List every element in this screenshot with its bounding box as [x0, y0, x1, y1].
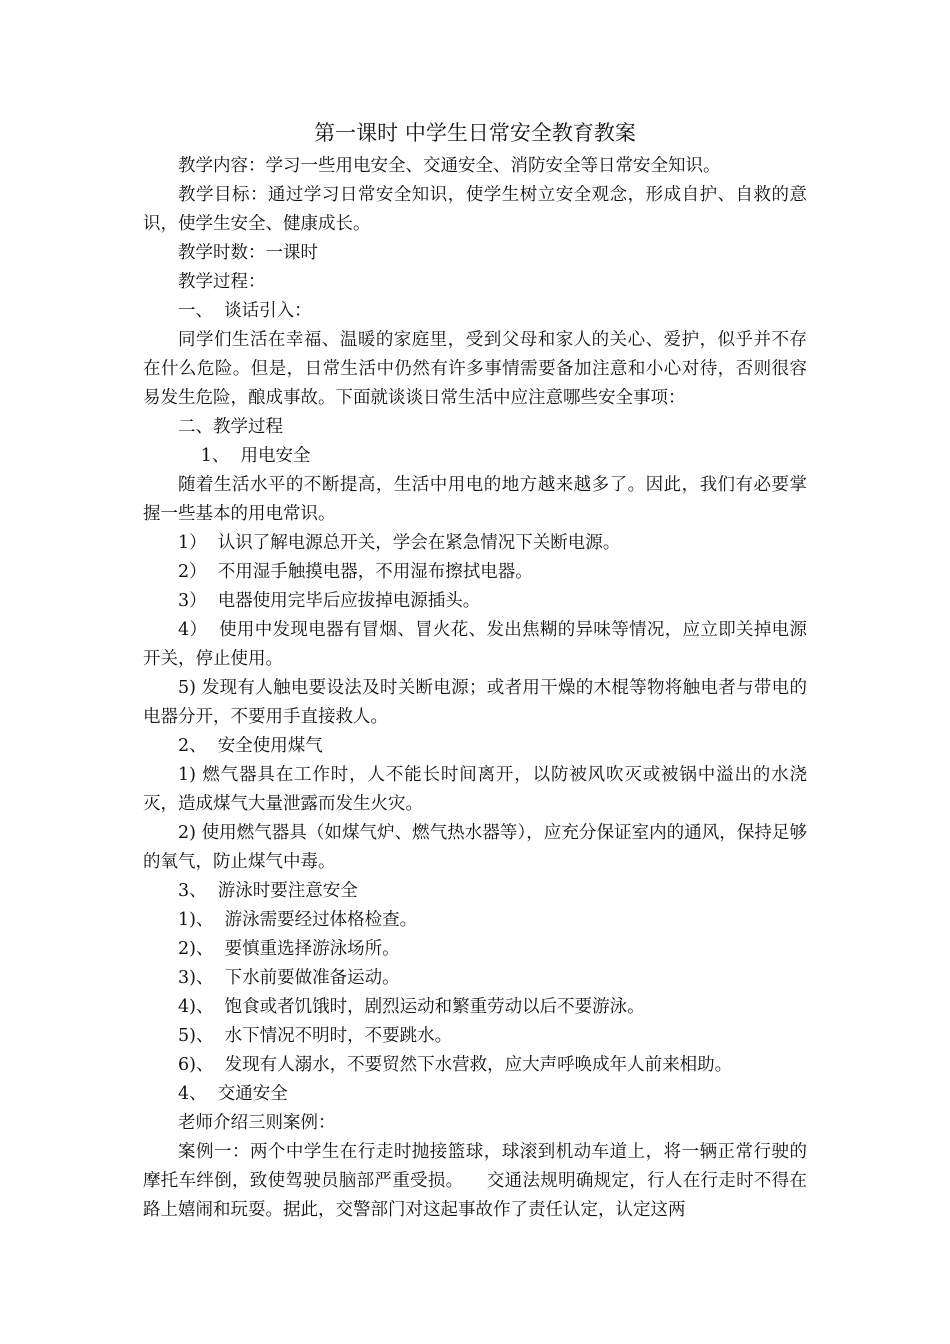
teaching-content: 教学内容：学习一些用电安全、交通安全、消防安全等日常安全知识。	[178, 156, 721, 176]
subheading-traffic: 4、 交通安全	[178, 1084, 288, 1104]
subheading-swimming: 3、 游泳时要注意安全	[178, 881, 358, 901]
subheading-gas: 2、 安全使用煤气	[178, 736, 323, 756]
electricity-item-3: 3） 电器使用完毕后应拔掉电源插头。	[178, 591, 481, 611]
swimming-item-2: 2)、 要慎重选择游泳场所。	[178, 939, 400, 959]
intro-paragraph: 同学们生活在幸福、温暖的家庭里，受到父母和家人的关心、爱护，似乎并不存在什么危险。但是，日常生活中仍然有许多事情需要备加注意和小心对待，否则很容易发生危险，酿成事故。下面就谈谈日常生活中应注意哪些安全事项：	[143, 330, 807, 408]
gas-item-2: 2) 使用燃气器具（如煤气炉、燃气热水器等），应充分保证室内的通风，保持足够的氧气，防止煤气中毒。	[143, 823, 807, 872]
subheading-electricity: 1、 用电安全	[200, 446, 311, 466]
electricity-item-4: 4） 使用中发现电器有冒烟、冒火花、发出焦糊的异味等情况，应立即关掉电源开关，停止使用。	[143, 620, 807, 669]
gas-item-1: 1) 燃气器具在工作时，人不能长时间离开，以防被风吹灭或被锅中溢出的水浇灭，造成煤气大量泄露而发生火灾。	[143, 765, 807, 814]
teaching-process-label: 教学过程：	[178, 272, 266, 292]
document-title: 第一课时 中学生日常安全教育教案	[314, 121, 636, 145]
section-heading-intro: 一、 谈话引入：	[178, 301, 312, 321]
swimming-item-6: 6)、 发现有人溺水，不要贸然下水营救，应大声呼唤成年人前来相助。	[178, 1055, 733, 1075]
swimming-item-1: 1)、 游泳需要经过体格检查。	[178, 910, 418, 930]
swimming-item-5: 5)、 水下情况不明时，不要跳水。	[178, 1026, 453, 1046]
teaching-goal: 教学目标：通过学习日常安全知识，使学生树立安全观念，形成自护、自救的意识，使学生安全、健康成长。	[143, 185, 807, 234]
electricity-item-1: 1） 认识了解电源总开关，学会在紧急情况下关断电源。	[178, 533, 621, 553]
teaching-hours: 教学时数：一课时	[178, 243, 318, 263]
cases-intro: 老师介绍三则案例：	[178, 1113, 336, 1133]
case-one: 案例一：两个中学生在行走时抛接篮球，球滚到机动车道上，将一辆正常行驶的摩托车绊倒，致使驾驶员脑部严重受损。 交通法规明确规定，行人在行走时不得在路上嬉闹和玩耍。据此，交警部门对这起事故作了责任认定，认定这两	[143, 1142, 807, 1220]
electricity-item-5: 5) 发现有人触电要设法及时关断电源；或者用干燥的木棍等物将触电者与带电的电器分开，不要用手直接救人。	[143, 678, 807, 727]
electricity-intro: 随着生活水平的不断提高，生活中用电的地方越来越多了。因此，我们有必要掌握一些基本的用电常识。	[143, 475, 807, 524]
electricity-item-2: 2） 不用湿手触摸电器，不用湿布擦拭电器。	[178, 562, 533, 582]
section-heading-process: 二、教学过程	[178, 417, 283, 437]
swimming-item-3: 3)、 下水前要做准备运动。	[178, 968, 400, 988]
swimming-item-4: 4)、 饱食或者饥饿时，剧烈运动和繁重劳动以后不要游泳。	[178, 997, 645, 1017]
